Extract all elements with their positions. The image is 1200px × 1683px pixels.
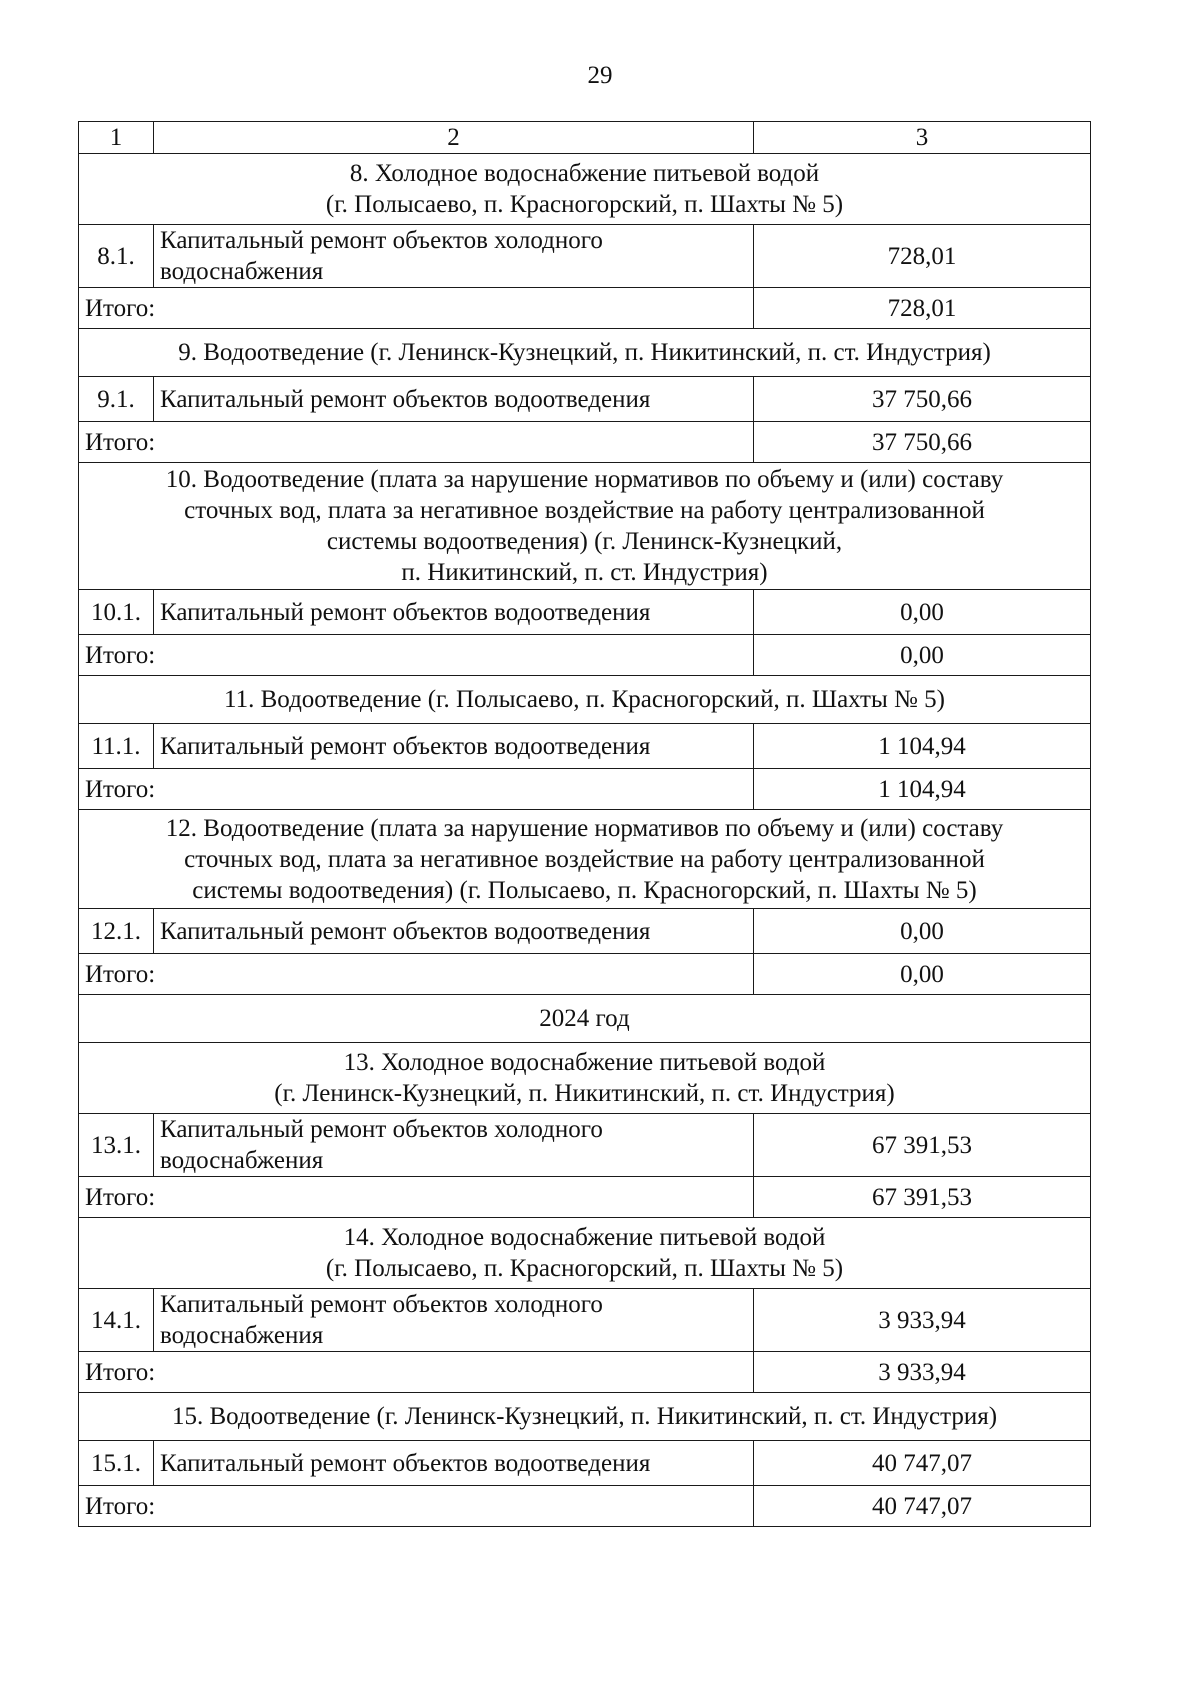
section-heading-row — [79, 329, 1091, 377]
table-row — [79, 590, 1091, 635]
total-row — [79, 1486, 1091, 1527]
total-row — [79, 635, 1091, 676]
row-value: 728,01 — [754, 225, 1091, 288]
total-row — [79, 1177, 1091, 1218]
total-value: 67 391,53 — [754, 1177, 1091, 1218]
section-heading-row — [79, 463, 1091, 590]
total-row — [79, 1352, 1091, 1393]
section-8-heading — [79, 154, 1091, 225]
section-9-heading: 9. Водоотведение (г. Ленинск-Кузнецкий, п. Никитинский, п. ст. Индустрия) — [79, 329, 1091, 377]
column-header-1: 1 — [79, 122, 154, 154]
total-row — [79, 422, 1091, 463]
row-description-line: Капитальный ремонт объектов холодного — [160, 1291, 603, 1318]
section-heading-line: 8. Холодное водоснабжение питьевой водой — [349, 160, 820, 187]
row-value: 3 933,94 — [754, 1289, 1091, 1352]
section-14-heading — [79, 1218, 1091, 1289]
total-value: 3 933,94 — [754, 1352, 1091, 1393]
section-15-heading: 15. Водоотведение (г. Ленинск-Кузнецкий, п. Никитинский, п. ст. Индустрия) — [79, 1393, 1091, 1441]
section-heading-line: (г. Полысаево, п. Красногорский, п. Шахты № 5) — [325, 191, 844, 218]
table-row — [79, 909, 1091, 954]
total-label: Итого: — [79, 1352, 754, 1393]
row-number: 9.1. — [79, 377, 154, 422]
row-value: 67 391,53 — [754, 1114, 1091, 1177]
row-number: 12.1. — [79, 909, 154, 954]
total-value: 0,00 — [754, 954, 1091, 995]
year-2024-heading: 2024 год — [79, 995, 1091, 1043]
row-value: 0,00 — [754, 909, 1091, 954]
row-description-line: водоснабжения — [160, 1147, 324, 1174]
table-row — [79, 225, 1091, 288]
row-description: Капитальный ремонт объектов водоотведения — [154, 590, 754, 635]
capital-repair-table — [78, 121, 1091, 1527]
column-number-header-row — [79, 122, 1091, 154]
table-row — [79, 1441, 1091, 1486]
section-10-heading — [79, 463, 1091, 590]
total-row — [79, 769, 1091, 810]
section-heading-line: сточных вод, плата за негативное воздействие на работу централизованной — [184, 845, 985, 873]
column-header-3: 3 — [754, 122, 1091, 154]
row-value: 37 750,66 — [754, 377, 1091, 422]
total-value: 0,00 — [754, 635, 1091, 676]
row-description-line: водоснабжения — [160, 1322, 324, 1349]
total-label: Итого: — [79, 954, 754, 995]
row-number: 11.1. — [79, 724, 154, 769]
table-row — [79, 377, 1091, 422]
section-heading-row — [79, 810, 1091, 909]
section-13-heading — [79, 1043, 1091, 1114]
section-heading-line: 10. Водоотведение (плата за нарушение нормативов по объему и (или) составу — [165, 466, 1004, 493]
row-number: 14.1. — [79, 1289, 154, 1352]
section-11-heading: 11. Водоотведение (г. Полысаево, п. Красногорский, п. Шахты № 5) — [79, 676, 1091, 724]
section-heading-line: 14. Холодное водоснабжение питьевой водой — [343, 1224, 826, 1251]
total-value: 1 104,94 — [754, 769, 1091, 810]
row-description: Капитальный ремонт объектов водоотведения — [154, 909, 754, 954]
row-description: Капитальный ремонт объектов водоотведения — [154, 1441, 754, 1486]
section-heading-row — [79, 1393, 1091, 1441]
row-description — [154, 225, 754, 288]
row-description-line: водоснабжения — [160, 258, 324, 285]
total-value: 728,01 — [754, 288, 1091, 329]
row-description — [154, 1289, 754, 1352]
table-row — [79, 1289, 1091, 1352]
row-value: 40 747,07 — [754, 1441, 1091, 1486]
section-heading-line: системы водоотведения) (г. Полысаево, п. Красногорский, п. Шахты № 5) — [192, 876, 977, 904]
year-heading-row — [79, 995, 1091, 1043]
page-number: 29 — [587, 62, 613, 89]
table-row — [79, 724, 1091, 769]
total-row — [79, 954, 1091, 995]
row-value: 0,00 — [754, 590, 1091, 635]
row-number: 13.1. — [79, 1114, 154, 1177]
table-row — [79, 1114, 1091, 1177]
row-description — [154, 1114, 754, 1177]
section-heading-line: сточных вод, плата за негативное воздействие на работу централизованной — [184, 497, 985, 524]
section-heading-line: п. Никитинский, п. ст. Индустрия) — [401, 559, 768, 586]
section-heading-line: 12. Водоотведение (плата за нарушение нормативов по объему и (или) составу — [165, 814, 1004, 842]
section-heading-row — [79, 1043, 1091, 1114]
row-number: 8.1. — [79, 225, 154, 288]
row-number: 15.1. — [79, 1441, 154, 1486]
row-description: Капитальный ремонт объектов водоотведения — [154, 724, 754, 769]
section-heading-line: (г. Полысаево, п. Красногорский, п. Шахты № 5) — [325, 1255, 844, 1282]
total-row — [79, 288, 1091, 329]
total-label: Итого: — [79, 1177, 754, 1218]
row-number: 10.1. — [79, 590, 154, 635]
total-label: Итого: — [79, 635, 754, 676]
row-description-line: Капитальный ремонт объектов холодного — [160, 227, 603, 254]
section-heading-row — [79, 676, 1091, 724]
section-heading-line: (г. Ленинск-Кузнецкий, п. Никитинский, п. ст. Индустрия) — [274, 1080, 895, 1107]
total-value: 40 747,07 — [754, 1486, 1091, 1527]
row-value: 1 104,94 — [754, 724, 1091, 769]
section-heading-line: 13. Холодное водоснабжение питьевой водой — [343, 1049, 826, 1076]
section-heading-row — [79, 1218, 1091, 1289]
total-label: Итого: — [79, 288, 754, 329]
section-heading-row — [79, 154, 1091, 225]
section-12-heading — [79, 810, 1091, 909]
total-value: 37 750,66 — [754, 422, 1091, 463]
total-label: Итого: — [79, 422, 754, 463]
row-description-line: Капитальный ремонт объектов холодного — [160, 1116, 603, 1143]
row-description: Капитальный ремонт объектов водоотведения — [154, 377, 754, 422]
section-heading-line: системы водоотведения) (г. Ленинск-Кузнецкий, — [326, 528, 843, 555]
column-header-2: 2 — [154, 122, 754, 154]
total-label: Итого: — [79, 769, 754, 810]
total-label: Итого: — [79, 1486, 754, 1527]
